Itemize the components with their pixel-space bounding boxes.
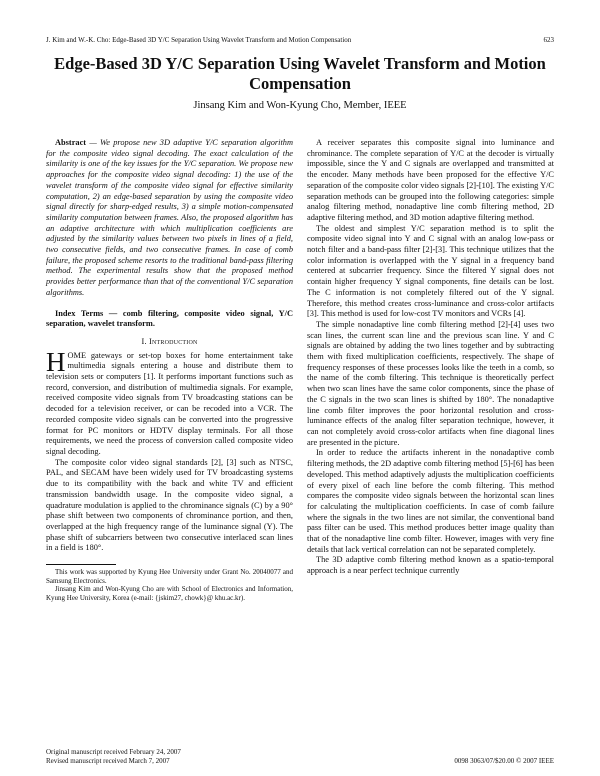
intro-paragraph-1 <box>46 346 293 458</box>
footnote-rule <box>46 564 116 565</box>
body-paragraph-1: A receiver separates this composite signal into luminance and chrominance. The complete separation of Y/C at the decoder is virtually impossible, since the Y and C signals are overlapped and transmitted at the encoder. Many methods have been proposed for the effective Y/C separation of the composite color video signals [2]-[10]. The existing Y/C separation methods can be grouped into the following categories: simple analog filtering method, nonadaptive line comb filtering method, 2D adaptive filtering method, and 3D motion adaptive filtering method. <box>307 138 554 222</box>
right-column <box>307 138 554 577</box>
intro-paragraph-2: The composite color video signal standards [2], [3] such as NTSC, PAL, and SECAM have been widely used for TV broadcasting systems due to its compatibility with the back and white TV and efficient transmission bandwidth usage. In the composite video signal, a quadrature modulation is applied to the chrominance signals (C) by a 90° phase shift between two components of chrominance portion, and then, overlapped at the high frequency range of the luminance signal (Y). The phase shift of subcarriers between two consecutive interlaced scan lines in a field is 180°. <box>46 457 293 553</box>
copyright-notice: 0098 3063/07/$20.00 © 2007 IEEE <box>454 757 554 765</box>
running-header <box>46 36 554 44</box>
footnote-funding: This work was supported by Kyung Hee University under Grant No. 20040077 and Samsung Electronics. <box>46 568 293 585</box>
index-terms: Index Terms — comb filtering, composite video signal, Y/C separation, wavelet transform. <box>46 308 293 329</box>
intro-paragraph-1-text: OME gateways or set-top boxes for home entertainment take multimedia signals entering a house and distribute them to television sets or computers [1]. It performs important functions such as record, conversion, and distribution of multimedia signals. For example, received composite video signals from TV broadcasting stations can be decoded for a television receiver, or can be recoded into a VCR. The recorded composite video signals can be converted into the progressive format for PC monitors or HDTV display terminals. For all those requirements, we need the process of conversion called composite video signal decoding. <box>46 350 293 456</box>
footnote-affiliation: Jinsang Kim and Won-Kyung Cho are with School of Electronics and Information, Kyung Hee University, Korea (e-mail: {jskim27, chowk}@ khu.ac.kr). <box>46 585 293 602</box>
body-paragraph-2: The oldest and simplest Y/C separation method is to split the composite video signal into Y and C signal with an analog low-pass or notch filter and a band-pass filter [2]-[3]. This technique utilizes that the color information is overlapped with the Y signal in a frequency band centered at subcarrier frequency. Since the filtered Y signal does not contain higher frequency Y signal components, fine details can be lost. The C information is not completely filtered out of the Y signal. Therefore, this method creates cross-luminance and cross-color artifacts [3]. This method is used for low-cost TV monitors and VCRs [4]. <box>307 223 554 319</box>
running-header-title: J. Kim and W.-K. Cho: Edge-Based 3D Y/C Separation Using Wavelet Transform and Motion Compensation <box>46 36 352 44</box>
abstract-text: — We propose new 3D adaptive Y/C separation algorithm for the composite video signal decoding. The exact calculation of the similarity is one of the key issues for the Y/C separation. We propose new approaches for the composite video signal decoding: 1) the use of the wavelet transform of the composite video signal for effective similarity computation, 2) an edge-based separation by using the composite video signal directly for sharp-edged results, 3) a simple motion-compensated similarity computation between frames. Also, the proposed algorithm has an adaptive architecture with which multiplication coefficients are adjusted by the similarity values between two pixels in lines of a field, two consecutive fields, and two consecutive frames. In case of comb failure, the proposed scheme resorts to the traditional band-pass filtering method. The experimental results show that the proposed method provides better performance than that of the conventional Y/C separation algorithms. <box>46 138 293 297</box>
abstract-label: Abstract <box>55 138 87 147</box>
section-heading: I. Introduction <box>141 336 198 346</box>
manuscript-received: Original manuscript received February 24, 2007 <box>46 748 181 756</box>
page-number: 623 <box>543 36 554 44</box>
paper-authors: Jinsang Kim and Won-Kyung Cho, Member, IEEE <box>193 100 407 111</box>
body-paragraph-3: The simple nonadaptive line comb filtering method [2]-[4] uses two scan lines, the current scan line and the previous scan line. Y and C signals are obtained by adding the two lines together and by subtracting them with fixed multiplication coefficients, respectively. The shape of frequency responses of these processes looks like the teeth in a comb, so the name of the comb filtering. This technique is theoretically perfect when two scan lines have the same color components, since the phase of the C signals in the two scan lines is shifted by 180°. The nonadaptive line comb filter improves the poor horizontal resolution and cross-luminance effects of the analog filter separation technique, however, it can not completely avoid cross-color artifacts when fine diagonal lines are presented in the picture. <box>307 319 554 447</box>
left-column <box>46 138 293 602</box>
abstract <box>46 138 293 299</box>
page-footer <box>46 748 554 766</box>
body-paragraph-5: The 3D adaptive comb filtering method known as a spatio-temporal approach is a near perfect technique currently <box>307 555 554 576</box>
manuscript-revised: Revised manuscript received March 7, 2007 <box>46 757 170 765</box>
body-paragraph-4: In order to reduce the artifacts inherent in the nonadaptive comb filtering methods, the 2D adaptive comb filtering method [5]-[6] has been developed. This method adaptively adjusts the multiplication coefficients of every pixel of each line before the comb filtering. This method compares the composite video signals between the horizontal scan lines for calculating the multiplication coefficients. In case of comb failure where the signals in the two lines are not similar, the conventional band pass filter can be used. This method produces better image quality than that of the nonadaptive line comb filter. However, images with very fine details that lack vertical correlation can not be separated completely. <box>307 448 554 554</box>
paper-title: Edge-Based 3D Y/C Separation Using Wavelet Transform and Motion Compensation <box>54 54 546 93</box>
drop-cap: H <box>46 346 66 377</box>
